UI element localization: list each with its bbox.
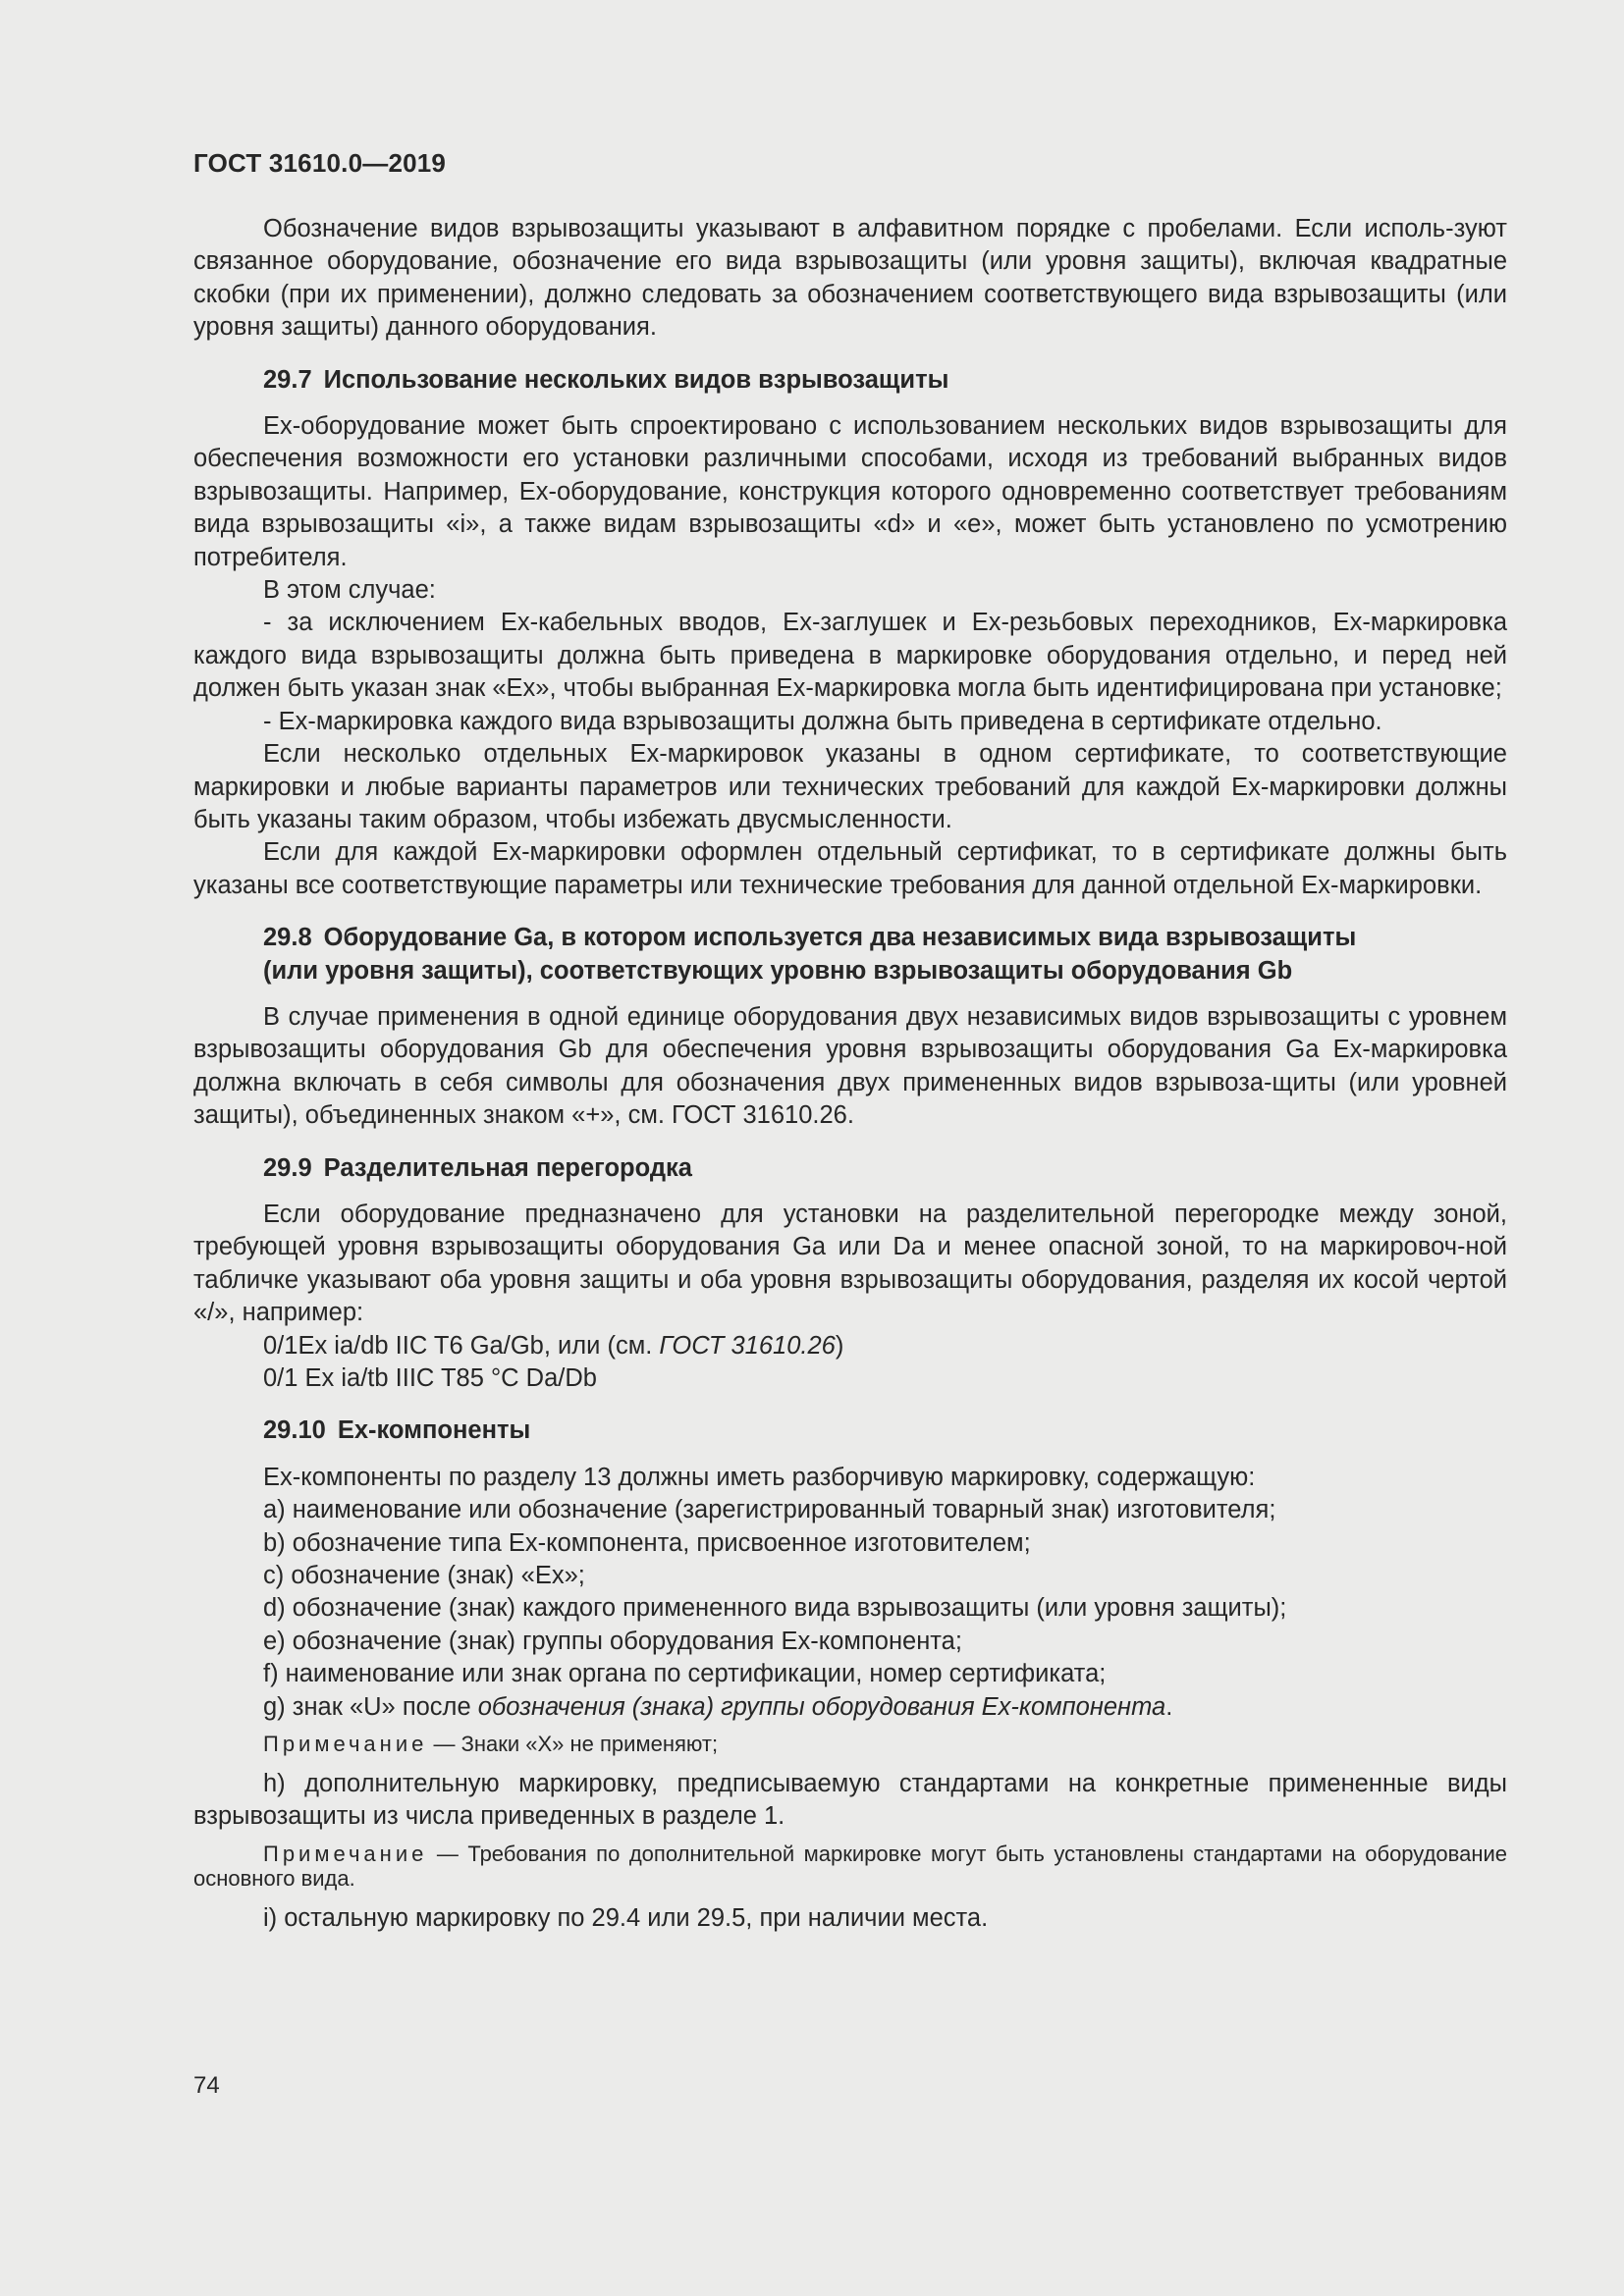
- list-item: a) наименование или обозначение (зарегистрированный товарный знак) изготовителя;: [263, 1496, 1276, 1524]
- list-item: i) остальную маркировку по 29.4 или 29.5, при наличии места.: [263, 1903, 989, 1932]
- list-item: [193, 1691, 1507, 1724]
- paragraph: Если несколько отдельных Ex-маркировок указаны в одном сертификате, то соответствующие маркировки и любые варианты параметров или технических требований для каждой Ex-маркировки должны быть указаны таким образом, чтобы избежать двусмысленности.: [193, 740, 1507, 833]
- section-title-line1: Оборудование Ga, в котором используется два независимых вида взрывозащиты: [323, 924, 1357, 952]
- list-item: c) обозначение (знак) «Ex»;: [263, 1562, 585, 1590]
- paragraph: - за исключением Ex-кабельных вводов, Ex-заглушек и Ex-резьбовых переходников, Ex-маркировка каждого вида взрывозащиты должна быть приведена в маркировке оборудования отдельно, и перед ней должен быть указан знак «Ex», чтобы выбранная Ex-маркировка могла быть идентифицирована при установке;: [193, 609, 1507, 703]
- paragraph: Если для каждой Ex-маркировки оформлен отдельный сертификат, то в сертификате должны быть указаны все соответствующие параметры или технические требования для данной отдельной Ex-маркировки.: [193, 838, 1507, 899]
- section-number: 29.9: [263, 1153, 312, 1182]
- note: [193, 1732, 1507, 1756]
- intro-paragraph: Обозначение видов взрывозащиты указывают в алфавитном порядке с пробелами. Если исполь-зуют связанное оборудование, обозначение его вида взрывозащиты (или уровня защиты), включая квадратные скобки (при их применении), должно следовать за обозначением соответствующего вида взрывозащиты (или уровня защиты) данного оборудования.: [193, 215, 1507, 342]
- list-item: b) обозначение типа Ex-компонента, присвоенное изготовителем;: [263, 1528, 1031, 1557]
- standard-reference: ГОСТ 31610.26: [659, 1331, 836, 1360]
- note-text: — Требования по дополнительной маркировке могут быть установлены стандартами на оборудование основного вида.: [193, 1841, 1507, 1891]
- list-item: h) дополнительную маркировку, предписываемую стандартами на конкретные примененные виды взрывозащиты из числа приведенных в разделе 1.: [193, 1770, 1507, 1831]
- section-number: 29.8: [263, 924, 312, 952]
- note: [193, 1842, 1507, 1891]
- section-title: Разделительная перегородка: [323, 1153, 692, 1182]
- document-page: [193, 145, 1507, 1935]
- marking-example: [193, 1330, 1507, 1362]
- paragraph: Если оборудование предназначено для установки на разделительной перегородке между зоной, требующей уровня взрывозащиты оборудования Ga или Da и менее опасной зоной, то на маркировоч-ной табличке указывают оба уровня защиты и оба уровня взрывозащиты оборудования, разделяя их косой чертой «/», например:: [193, 1200, 1507, 1327]
- list-item-end: .: [1165, 1692, 1173, 1721]
- section-title-line2: (или уровня защиты), соответствующих уровню взрывозащиты оборудования Gb: [263, 956, 1293, 985]
- example-text: 0/1Ex ia/db IIC T6 Ga/Gb, или (см.: [263, 1331, 660, 1360]
- section-title: Использование нескольких видов взрывозащиты: [323, 365, 949, 394]
- paragraph: В случае применения в одной единице оборудования двух независимых видов взрывозащиты с уровнем взрывозащиты оборудования Gb для обеспечения уровня взрывозащиты оборудования Ga Ex-маркировка должна включать в себя символы для обозначения двух примененных видов взрывоза-щиты (или уровней защиты), объединенных знаком «+», см. ГОСТ 31610.26.: [193, 1002, 1507, 1130]
- section-title: Ex-компоненты: [337, 1416, 531, 1445]
- section-29-7-heading: [263, 364, 1507, 397]
- section-29-8-heading: [263, 922, 1507, 988]
- list-item: e) обозначение (знак) группы оборудования Ex-компонента;: [263, 1627, 962, 1655]
- section-29-9-heading: [263, 1152, 1507, 1185]
- section-number: 29.10: [263, 1416, 326, 1445]
- note-label: Примечание: [263, 1732, 428, 1757]
- example-text-end: ): [835, 1331, 844, 1360]
- page-number: 74: [193, 2072, 220, 2099]
- paragraph: - Ex-маркировка каждого вида взрывозащиты должна быть приведена в сертификате отдельно.: [263, 707, 1382, 735]
- list-item-italic: обозначения (знака) группы оборудования Ex-компонента: [477, 1692, 1166, 1721]
- paragraph: В этом случае:: [263, 576, 436, 605]
- section-29-10-heading: [263, 1415, 1507, 1447]
- note-text: — Знаки «X» не применяют;: [427, 1732, 719, 1757]
- list-item: f) наименование или знак органа по сертификации, номер сертификата;: [263, 1660, 1107, 1688]
- marking-example: 0/1 Ex ia/tb IIIC T85 °C Da/Db: [263, 1364, 597, 1392]
- document-header: ГОСТ 31610.0—2019: [193, 148, 447, 178]
- list-item: d) обозначение (знак) каждого примененного вида взрывозащиты (или уровня защиты);: [263, 1594, 1287, 1623]
- note-label: Примечание: [263, 1841, 428, 1866]
- paragraph: Ex-оборудование может быть спроектировано с использованием нескольких видов взрывозащиты для обеспечения возможности его установки различными способами, исходя из требований выбранных видов взрывозащиты. Например, Ex-оборудование, конструкция которого одновременно соответствует требованиям вида взрывозащиты «i», а также видам взрывозащиты «d» и «e», может быть установлено по усмотрению потребителя.: [193, 412, 1507, 571]
- section-number: 29.7: [263, 365, 312, 394]
- list-lead: Ex-компоненты по разделу 13 должны иметь разборчивую маркировку, содержащую:: [263, 1463, 1256, 1491]
- list-item-text: g) знак «U» после: [263, 1692, 478, 1721]
